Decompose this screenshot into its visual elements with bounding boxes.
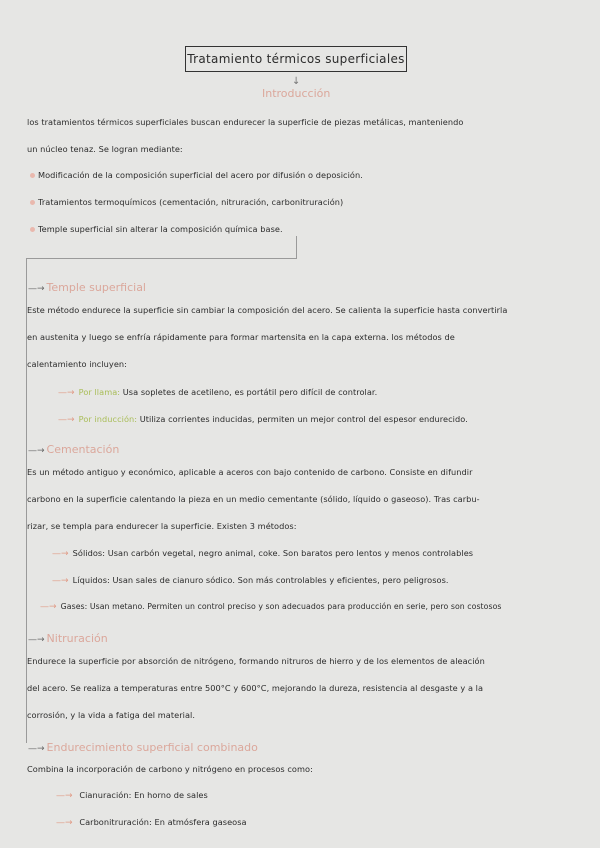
down-arrow-icon: ↓ <box>292 76 301 87</box>
page-title-box <box>185 46 407 72</box>
combinado-item: —→ Carbonitruración: En atmósfera gaseosa <box>56 817 247 828</box>
arrow-right-icon: —→ <box>56 818 73 828</box>
arrow-right-icon: —→ <box>28 446 45 456</box>
temple-line-3: calentamiento incluyen: <box>27 359 127 369</box>
combinado-line-1: Combina la incorporación de carbono y nitrógeno en procesos como: <box>27 764 313 774</box>
intro-bullet: Tratamientos termoquímicos (cementación, nitruración, carbonitruración) <box>30 198 343 206</box>
arrow-right-icon: —→ <box>52 576 69 586</box>
cementacion-line-3: rizar, se templa para endurecer la superficie. Existen 3 métodos: <box>27 521 297 531</box>
cementacion-item: —→ Sólidos: Usan carbón vegetal, negro animal, coke. Son baratos pero lentos y menos controlables <box>52 548 474 559</box>
bullet-dot-icon <box>30 173 35 178</box>
nitruracion-line-1: Endurece la superficie por absorción de nitrógeno, formando nitruros de hierro y de los elementos de aleación <box>27 656 485 666</box>
bullet-dot-icon <box>30 200 35 205</box>
arrow-right-icon: —→ <box>52 549 69 559</box>
cementacion-item: —→ Gases: Usan metano. Permiten un control preciso y son adecuados para producción en serie, pero son costosos <box>40 602 502 612</box>
connector-line <box>296 236 297 258</box>
arrow-right-icon: —→ <box>28 635 45 645</box>
arrow-right-icon: —→ <box>28 284 45 294</box>
connector-line <box>26 258 297 259</box>
section-combinado-heading: —→ Endurecimiento superficial combinado <box>28 741 258 754</box>
cementacion-line-2: carbono en la superficie calentando la pieza en un medio cementante (sólido, líquido o gaseoso). Tras carbu- <box>27 494 480 504</box>
intro-bullet: Temple superficial sin alterar la composición química base. <box>30 225 283 233</box>
page-title: Tratamiento térmicos superficiales <box>187 52 405 66</box>
arrow-right-icon: —→ <box>58 388 75 398</box>
intro-heading: Introducción <box>262 87 331 100</box>
intro-bullet: Modificación de la composición superficial del acero por difusión o deposición. <box>30 171 363 179</box>
temple-item: —→ Por llama: Usa sopletes de acetileno, es portátil pero difícil de controlar. <box>58 387 378 398</box>
temple-line-2: en austenita y luego se enfría rápidamente para formar martensita en la capa externa. los métodos de <box>27 332 455 342</box>
temple-item: —→ Por inducción: Utiliza corrientes inducidas, permiten un mejor control del espesor endurecido. <box>58 414 468 425</box>
arrow-right-icon: —→ <box>28 744 45 754</box>
temple-line-1: Este método endurece la superficie sin cambiar la composición del acero. Se calienta la superficie hasta convertirla <box>27 305 508 315</box>
section-temple-heading: —→ Temple superficial <box>28 281 146 294</box>
arrow-right-icon: —→ <box>56 791 73 801</box>
section-nitruracion-heading: —→ Nitruración <box>28 632 108 645</box>
intro-line-2: un núcleo tenaz. Se logran mediante: <box>27 144 183 154</box>
cementacion-line-1: Es un método antiguo y económico, aplicable a aceros con bajo contenido de carbono. Consiste en difundir <box>27 467 473 477</box>
nitruracion-line-3: corrosión, y la vida a fatiga del material. <box>27 710 196 720</box>
nitruracion-line-2: del acero. Se realiza a temperaturas entre 500°C y 600°C, mejorando la dureza, resistencia al desgaste y a la <box>27 683 484 693</box>
cementacion-item: —→ Líquidos: Usan sales de cianuro sódico. Son más controlables y eficientes, pero peligrosos. <box>52 575 449 586</box>
bullet-dot-icon <box>30 227 35 232</box>
arrow-right-icon: —→ <box>58 415 75 425</box>
intro-line-1: los tratamientos térmicos superficiales buscan endurecer la superficie de piezas metálicas, manteniendo <box>27 117 464 127</box>
arrow-right-icon: —→ <box>40 602 57 612</box>
combinado-item: —→ Cianuración: En horno de sales <box>56 790 208 801</box>
section-cementacion-heading: —→ Cementación <box>28 443 120 456</box>
